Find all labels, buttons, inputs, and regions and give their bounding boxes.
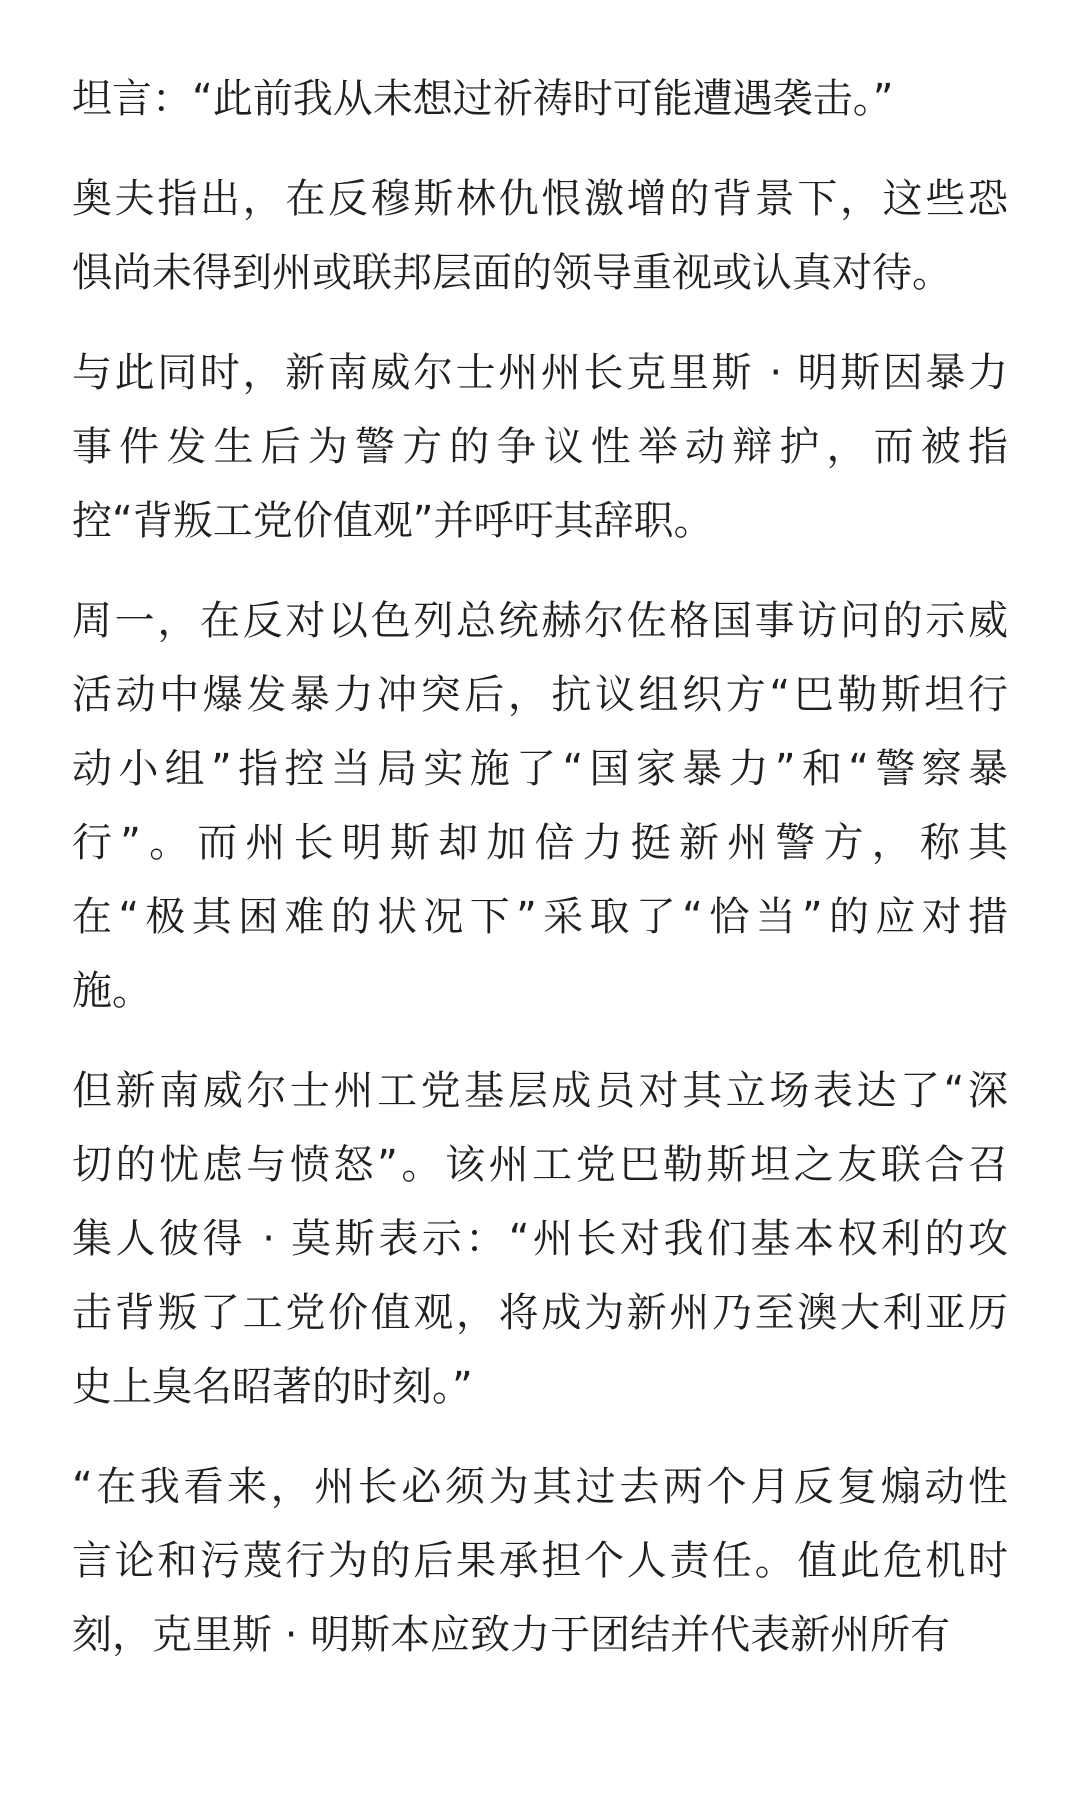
text-line: 惧尚未得到州或联邦层面的领导重视或认真对待。 — [72, 250, 952, 296]
text-line: 集人彼得 · 莫斯表示：“州长对我们基本权利的攻 — [72, 1216, 1008, 1262]
text-line: 活动中爆发暴力冲突后，抗议组织方“巴勒斯坦行 — [72, 672, 1008, 718]
paragraph-gap — [72, 1028, 1008, 1054]
article-body — [72, 62, 1008, 1672]
paragraph-gap — [72, 310, 1008, 336]
text-line: 动小组”指控当局实施了“国家暴力”和“警察暴 — [72, 746, 1008, 792]
paragraph-5 — [72, 1054, 1008, 1424]
text-line: “在我看来，州长必须为其过去两个月反复煽动性 — [72, 1464, 1008, 1510]
text-line: 坦言：“此前我从未想过祈祷时可能遭遇袭击。” — [72, 76, 894, 122]
text-line: 言论和污蔑行为的后果承担个人责任。值此危机时 — [72, 1538, 1008, 1584]
text-line: 史上臭名昭著的时刻。” — [72, 1364, 473, 1410]
paragraph-2 — [72, 162, 1008, 310]
text-line: 控“背叛工党价值观”并呼吁其辞职。 — [72, 498, 714, 544]
paragraph-4 — [72, 584, 1008, 1028]
text-line: 但新南威尔士州工党基层成员对其立场表达了“深 — [72, 1068, 1008, 1114]
paragraph-gap — [72, 1424, 1008, 1450]
paragraph-gap — [72, 136, 1008, 162]
text-line: 奥夫指出，在反穆斯林仇恨激增的背景下，这些恐 — [72, 176, 1008, 222]
paragraph-1 — [72, 62, 1008, 136]
text-line: 施。 — [72, 968, 152, 1014]
paragraph-3 — [72, 336, 1008, 558]
text-line: 刻，克里斯 · 明斯本应致力于团结并代表新州所有 — [72, 1612, 951, 1658]
text-line: 行”。而州长明斯却加倍力挺新州警方，称其 — [72, 820, 1008, 866]
text-line: 击背叛了工党价值观，将成为新州乃至澳大利亚历 — [72, 1290, 1008, 1336]
text-line: 与此同时，新南威尔士州州长克里斯 · 明斯因暴力 — [72, 350, 1008, 396]
paragraph-6 — [72, 1450, 1008, 1672]
text-line: 在“极其困难的状况下”采取了“恰当”的应对措 — [72, 894, 1008, 940]
text-line: 周一，在反对以色列总统赫尔佐格国事访问的示威 — [72, 598, 1008, 644]
text-line: 切的忧虑与愤怒”。该州工党巴勒斯坦之友联合召 — [72, 1142, 1008, 1188]
text-line: 事件发生后为警方的争议性举动辩护，而被指 — [72, 424, 1008, 470]
paragraph-gap — [72, 558, 1008, 584]
